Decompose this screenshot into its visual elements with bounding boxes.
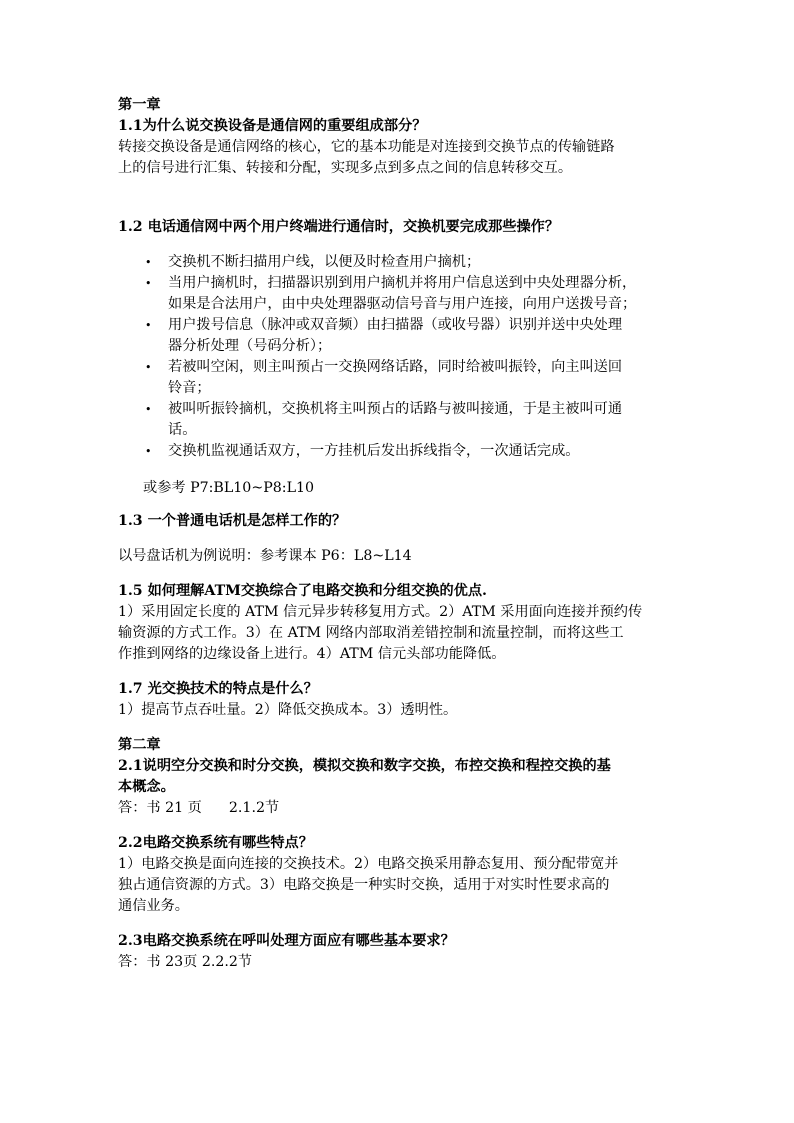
question-2-2: 2.2电路交换系统有哪些特点？ [118, 835, 313, 851]
question-2-1-line-1: 2.1说明空分交换和时分交换，模拟交换和数字交换，布控交换和程控交换的基 [118, 758, 611, 774]
list-item-line: 器分析处理（号码分析）； [168, 338, 332, 354]
list-item [118, 357, 678, 399]
question-2-3: 2.3电路交换系统在呼叫处理方面应有哪些基本要求？ [118, 933, 455, 949]
answer-2-1: 答：书 21 页 2.1.2节 [118, 800, 280, 816]
list-item [118, 273, 678, 315]
question-1-7: 1.7 光交换技术的特点是什么？ [118, 681, 318, 697]
list-item-line: 话。 [168, 422, 197, 438]
answer-1-3: 以号盘话机为例说明：参考课本 P6：L8~L14 [118, 548, 412, 564]
answer-1-1-line-1: 转接交换设备是通信网络的核心，它的基本功能是对连接到交换节点的传输链路 [118, 139, 615, 155]
list-item-line: • 用户拨号信息（脉冲或双音频）由扫描器（或收号器）识别并送中央处理 [168, 317, 623, 333]
answer-2-3: 答：书 23页 2.2.2节 [118, 954, 253, 970]
answer-2-2-line-1: 1）电路交换是面向连接的交换技术。2）电路交换采用静态复用、预分配带宽并 [118, 856, 619, 872]
question-1-1: 1.1为什么说交换设备是通信网的重要组成部分？ [118, 118, 427, 134]
chapter-2-title: 第二章 [118, 737, 161, 753]
question-1-5: 1.5 如何理解ATM交换综合了电路交换和分组交换的优点. [118, 583, 487, 599]
list-item [118, 399, 678, 441]
list-item [118, 441, 678, 462]
list-item-line: • 交换机不断扫描用户线，以便及时检查用户摘机； [168, 254, 481, 270]
answer-1-5-line-3: 作推到网络的边缘设备上进行。4）ATM 信元头部功能降低。 [118, 646, 506, 662]
list-item-line: • 当用户摘机时，扫描器识别到用户摘机并将用户信息送到中央处理器分析， [168, 275, 637, 291]
question-1-3: 1.3 一个普通电话机是怎样工作的？ [118, 513, 347, 529]
list-item-line: • 若被叫空闲，则主叫预占一交换网络话路，同时给被叫振铃，向主叫送回 [168, 359, 623, 375]
answer-2-2-line-2: 独占通信资源的方式。3）电路交换是一种实时交换，适用于对实时性要求高的 [118, 877, 610, 893]
list-item-line: 如果是合法用户，由中央处理器驱动信号音与用户连接，向用户送拨号音； [168, 296, 637, 312]
question-1-2: 1.2 电话通信网中两个用户终端进行通信时，交换机要完成那些操作？ [118, 219, 560, 235]
answer-1-1-line-2: 上的信号进行汇集、转接和分配，实现多点到多点之间的信息转移交互。 [118, 160, 573, 176]
list-item-line: 铃音； [168, 380, 211, 396]
answer-1-5-line-2: 输资源的方式工作。3）在 ATM 网络内部取消差错控制和流量控制，而将这些工 [118, 625, 624, 641]
list-item [118, 252, 678, 273]
list-item-line: • 交换机监视通话双方，一方挂机后发出拆线指令，一次通话完成。 [168, 443, 580, 459]
question-2-1-line-2: 本概念。 [118, 779, 175, 795]
chapter-1-title: 第一章 [118, 97, 161, 113]
answer-1-5-line-1: 1）采用固定长度的 ATM 信元异步转移复用方式。2）ATM 采用面向连接并预约传 [118, 604, 643, 620]
list-item [118, 315, 678, 357]
document-body [118, 95, 678, 973]
answer-2-2-line-3: 通信业务。 [118, 898, 189, 914]
operations-list [118, 252, 678, 462]
answer-1-7: 1）提高节点吞吐量。2）降低交换成本。3）透明性。 [118, 702, 458, 718]
reference-1-2: 或参考 P7:BL10~P8:L10 [143, 480, 315, 496]
list-item-line: • 被叫听振铃摘机，交换机将主叫预占的话路与被叫接通，于是主被叫可通 [168, 401, 623, 417]
